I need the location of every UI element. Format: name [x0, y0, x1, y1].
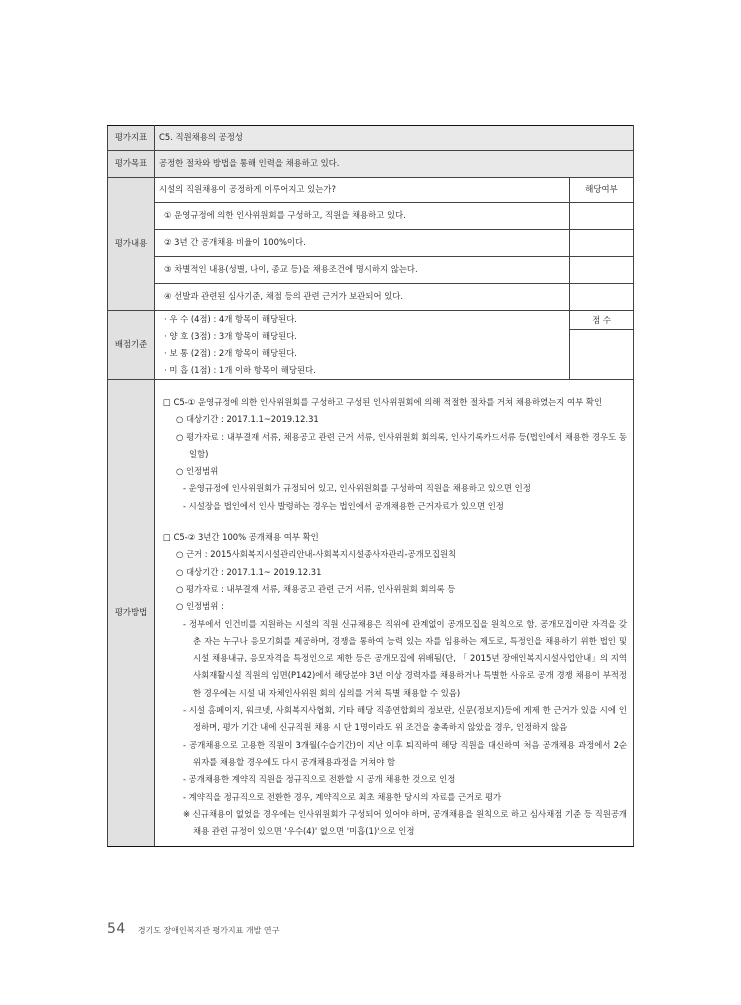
score-box — [569, 311, 633, 380]
applicability-header: 해당여부 — [569, 178, 633, 203]
scoring-label: 배점기준 — [108, 311, 155, 380]
indicator-label: 평가지표 — [108, 126, 155, 151]
scoring-row — [108, 311, 634, 380]
method-content — [155, 380, 634, 847]
score-excellent: · 우 수 (4점) : 4개 항목이 해당된다. — [164, 314, 297, 324]
content-question: 시설의 직원채용이 공정하게 이루어지고 있는가? — [155, 178, 570, 203]
applicability-cell-2 — [569, 230, 633, 257]
method1-scope-item: - 운영규정에 인사위원회가 규정되어 있고, 인사위원회를 구성하여 직원을 채용하고 있으면 인정 — [183, 483, 531, 494]
method1-scope-item: - 시설장을 법인에서 인사 발령하는 경우는 법인에서 공개채용한 근거자료가 있으면 인정 — [183, 500, 504, 511]
method2-scope: ○ 인정범위 : — [176, 601, 224, 612]
goal-label: 평가목표 — [108, 151, 155, 178]
footer-title: 경기도 장애인복지관 평가지표 개발 연구 — [137, 926, 280, 935]
row-goal — [108, 151, 634, 178]
method2-heading: □ C5-② 3년간 100% 공개채용 여부 확인 — [163, 532, 319, 543]
evaluation-table — [107, 125, 634, 847]
page-footer — [107, 921, 279, 941]
method1-materials: ○ 평가자료 : 내부결재 서류, 채용공고 관련 근거 서류, 인사위원회 회의록, 인사기록카드서류 등(법인에서 채용한 경우도 동일함) — [176, 431, 627, 459]
content-item-row — [108, 257, 634, 284]
method2-period: ○ 대상기간 : 2017.1.1~ 2019.12.31 — [176, 566, 322, 577]
content-item-row — [108, 203, 634, 230]
method1-scope: ○ 인정범위 — [176, 466, 219, 477]
score-average: · 보 통 (2점) : 2개 항목이 해당된다. — [164, 348, 297, 358]
page-number: 54 — [107, 921, 126, 937]
method-label: 평가방법 — [108, 380, 155, 847]
applicability-cell-4 — [569, 284, 633, 311]
method2-note: ※ 신규채용이 없었을 경우에는 인사위원회가 구성되어 있어야 하며, 공개채용을 원칙으로 하고 심사채점 기준 등 직원공개채용 관련 규정이 있으면 '우수(4)' 없으면 '미흡(1)'으로 인정 — [183, 808, 627, 837]
method2-scope-item: - 계약직을 정규직으로 전환한 경우, 계약직으로 최초 채용한 당시의 자료를 근거로 평가 — [183, 791, 502, 802]
content-item-4: ④ 선발과 관련된 심사기준, 채점 등의 관련 근거가 보관되어 있다. — [155, 284, 570, 311]
content-item-row — [108, 230, 634, 257]
goal-value: 공정한 절차와 방법을 통해 인력을 채용하고 있다. — [155, 151, 634, 178]
applicability-cell-1 — [569, 203, 633, 230]
content-question-row — [108, 178, 634, 203]
method1-period: ○ 대상기간 : 2017.1.1~2019.12.31 — [176, 414, 319, 425]
score-poor: · 미 흡 (1점) : 1개 이하 항목이 해당된다. — [164, 365, 316, 375]
content-item-row — [108, 284, 634, 311]
method-block-1 — [163, 394, 627, 515]
scoring-criteria — [155, 311, 570, 380]
score-good: · 양 호 (3점) : 3개 항목이 해당된다. — [164, 331, 297, 341]
method2-scope-item: - 공개채용한 계약직 직원을 정규직으로 전환할 시 공개 채용한 것으로 인정 — [183, 774, 456, 785]
method2-materials: ○ 평가자료 : 내부결재 서류, 채용공고 관련 근거 서류, 인사위원회 회의록 등 — [176, 583, 456, 594]
content-item-1: ① 운영규정에 의한 인사위원회를 구성하고, 직원을 채용하고 있다. — [155, 203, 570, 230]
method2-scope-item: - 정부에서 인건비를 지원하는 시설의 직원 신규채용은 직위에 관계없이 공개모집을 원칙으로 함. 공개모집이란 자격을 갖춘 자는 누구나 응모기회를 제공하며, 경쟁을 통하여 능력 있는 자를 임용하는 제도로, 특정인을 채용하기 위한 법인 및 시설 채용내규, 응모자격을 특정인으로 제한 등은 공개모집에 위배됨(단, 「 2015년 장애인복지시설사업안내」의 지역사회재활시설 직원의 임면(P142)에서 해당분야 3년 이상 경력자를 채용하거나 특별한 사유로 공개 경쟁 채용이 부적정한 경우에는 시설 내 자체인사위원 회의 심의를 거쳐 특별 채용할 수 있음) — [183, 618, 627, 698]
content-item-3: ③ 차별적인 내용(성별, 나이, 종교 등)을 채용조건에 명시하지 않는다. — [155, 257, 570, 284]
content-label: 평가내용 — [108, 178, 155, 311]
method-row — [108, 380, 634, 847]
score-header: 점 수 — [570, 311, 633, 330]
method2-scope-item: - 시설 홈페이지, 워크넷, 사회복지사협회, 기타 해당 직종연합회의 정보란, 신문(정보지)등에 게제 한 근거가 있을 시에 인정하며, 평가 기간 내에 신규직원 채용 시 단 1명이라도 위 조건을 충족하지 않았을 경우, 인정하지 않음 — [183, 705, 627, 733]
method1-heading: □ C5-① 운영규정에 의한 인사위원회를 구성하고 구성된 인사위원회에 의해 적절한 절차를 거쳐 채용하였는지 여부 확인 — [163, 397, 603, 407]
method2-basis: ○ 근거 : 2015사회복지시설관리안내-사회복지시설종사자관리-공개모집원칙 — [176, 549, 457, 560]
content-item-2: ② 3년 간 공개채용 비율이 100%이다. — [155, 230, 570, 257]
method2-scope-item: - 공개채용으로 고용한 직원이 3개월(수습기간)이 지난 이후 퇴직하여 해당 직원을 대신하여 처음 공개채용 과정에서 2순위자를 채용할 경우에도 다시 공개채용과정을 거쳐야 함 — [183, 739, 627, 767]
applicability-cell-3 — [569, 257, 633, 284]
row-indicator — [108, 126, 634, 151]
indicator-value: C5. 직원채용의 공정성 — [155, 126, 634, 151]
method-block-2 — [163, 529, 627, 840]
